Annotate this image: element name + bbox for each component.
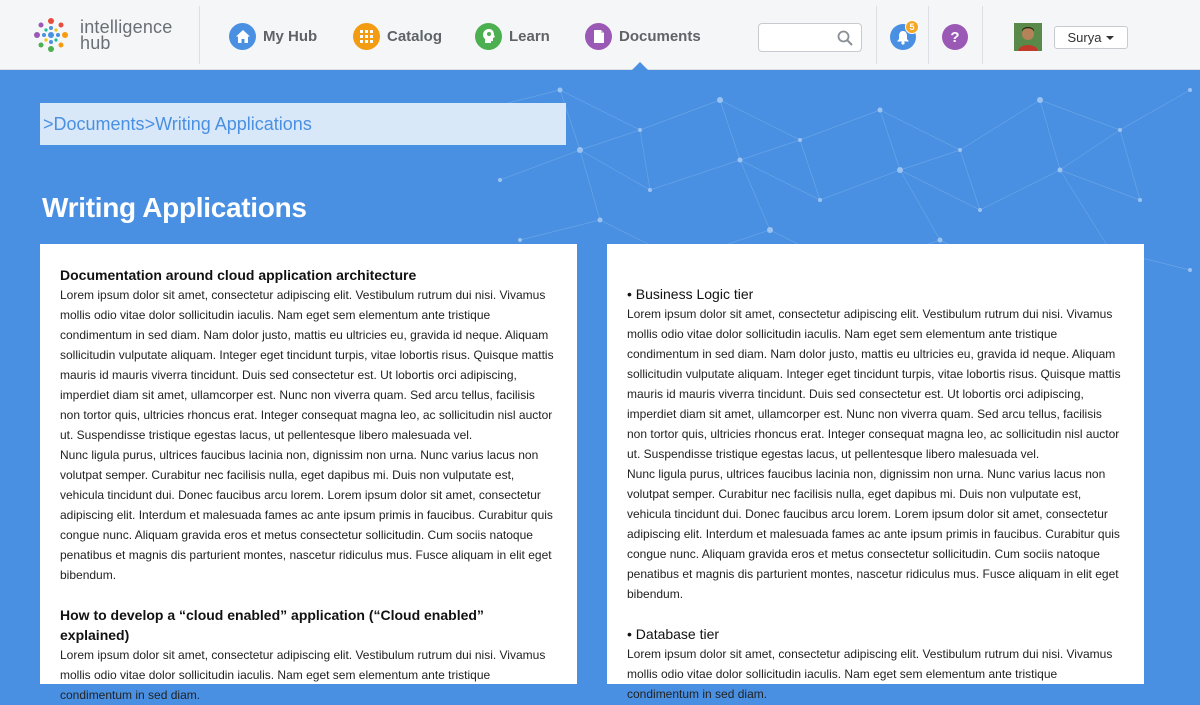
- page-title: Writing Applications: [42, 192, 307, 223]
- nav-catalog[interactable]: [353, 22, 442, 50]
- user-name: Surya: [1067, 30, 1102, 45]
- section-heading: Documentation around cloud application architecture: [60, 267, 417, 283]
- paragraph: Lorem ipsum dolor sit amet, consectetur adipiscing elit. Vestibulum rutrum dui nisi. Vivamus mollis odio vitae dolor sollicitudin iaculis. Nam eget sem elementum ante tristique condimentum in sed diam. Nam dolor justo, mattis eu ultricies eu, gravida id neque. Aliquam sollicitudin vulputate aliquam. Integer eget tincidunt turpis, vitae lobortis risus. Quisque mattis mauris id mauris viverra tincidunt. Duis sed consectetur est. Ut lobortis orci adipiscing, imperdiet diam sit amet, ullamcorper est. Nunc non viverra quam. Sed arcu tellus, facilisis non tortor quis, ultricies rhoncus erat. Integer consequat magna leo, ac sollicitudin nisl auctor ut. Suspendisse tristique egestas lacus, ut pellentesque libero malesuada vel.: [60, 288, 554, 442]
- search-icon[interactable]: [837, 30, 853, 46]
- logo-text-line2: hub: [80, 33, 111, 53]
- section-bullet-heading: • Business Logic tier: [627, 286, 754, 302]
- nav-catalog-label: Catalog: [387, 27, 443, 45]
- header-divider: [982, 6, 983, 64]
- logo-icon: [30, 14, 72, 56]
- search-input[interactable]: [765, 28, 833, 47]
- search-box[interactable]: [758, 23, 862, 52]
- nav-learn-label: Learn: [509, 27, 550, 45]
- nav-my-hub[interactable]: [229, 22, 317, 50]
- paragraph: Lorem ipsum dolor sit amet, consectetur adipiscing elit. Vestibulum rutrum dui nisi. Vivamus mollis odio vitae dolor sollicitudin iaculis. Nam eget sem elementum ante tristique condimentum in sed diam.: [60, 648, 546, 702]
- help-button[interactable]: ?: [942, 24, 968, 50]
- chevron-down-icon: [1106, 36, 1114, 40]
- logo-text-line1: intelligence: [80, 17, 173, 37]
- section-heading: How to develop a “cloud enabled” application (“Cloud enabled” explained): [60, 607, 484, 643]
- breadcrumb-separator: >: [144, 113, 156, 134]
- nav-my-hub-label: My Hub: [263, 27, 318, 45]
- top-navigation-bar: [0, 0, 1200, 70]
- header-divider: [928, 6, 929, 64]
- home-icon: [229, 23, 256, 50]
- paragraph: Lorem ipsum dolor sit amet, consectetur adipiscing elit. Vestibulum rutrum dui nisi. Vivamus mollis odio vitae dolor sollicitudin iaculis. Nam eget sem elementum ante tristique condimentum in sed diam.: [627, 647, 1113, 701]
- nav-documents-label: Documents: [619, 27, 701, 45]
- main-content: [0, 70, 1200, 702]
- user-menu-button[interactable]: [1054, 26, 1128, 49]
- active-nav-indicator: [632, 62, 648, 70]
- grid-icon: [353, 23, 380, 50]
- nav-documents[interactable]: [585, 22, 701, 50]
- section-bullet-heading: • Database tier: [627, 626, 720, 642]
- content-card-left: [40, 244, 577, 702]
- brain-icon: [475, 23, 502, 50]
- logo-text: [80, 19, 172, 51]
- app-logo[interactable]: [30, 14, 200, 56]
- header-divider: [876, 6, 877, 64]
- content-card-right: [607, 244, 1144, 701]
- document-icon: [585, 23, 612, 50]
- breadcrumb-documents-link[interactable]: Documents: [53, 113, 145, 134]
- avatar[interactable]: [1014, 23, 1042, 51]
- header-divider: [199, 6, 200, 64]
- paragraph: Lorem ipsum dolor sit amet, consectetur adipiscing elit. Vestibulum rutrum dui nisi. Vivamus mollis odio vitae dolor sollicitudin iaculis. Nam eget sem elementum ante tristique condimentum in sed diam. Nam dolor justo, mattis eu ultricies eu, gravida id neque. Aliquam sollicitudin vulputate aliquam. Integer eget tincidunt turpis, vitae lobortis risus. Quisque mattis mauris id mauris viverra tincidunt. Duis sed consectetur est. Ut lobortis orci adipiscing, imperdiet diam sit amet, ullamcorper est. Nunc non viverra quam. Sed arcu tellus, facilisis non tortor quis, ultricies rhoncus erat. Integer consequat magna leo, ac sollicitudin nisl auctor ut. Suspendisse tristique egestas lacus, ut pellentesque libero malesuada vel.: [627, 307, 1121, 461]
- breadcrumb: [40, 103, 566, 145]
- paragraph: Nunc ligula purus, ultrices faucibus lacinia non, dignissim non urna. Nunc varius lacus non volutpat semper. Curabitur nec facilisis nulla, eget dapibus mi. Duis non vulputate est, vehicula tincidunt dui. Donec faucibus arcu lorem. Lorem ipsum dolor sit amet, consectetur adipiscing elit. Interdum et malesuada fames ac ante ipsum primis in faucibus. Curabitur quis congue nunc. Aliquam gravida eros et metus consectetur sollicitudin. Cum sociis natoque penatibus et magnis dis parturient montes, nascetur ridiculus mus. Fusce aliquam in elit eget bibendum.: [60, 448, 553, 582]
- paragraph: Nunc ligula purus, ultrices faucibus lacinia non, dignissim non urna. Nunc varius lacus non volutpat semper. Curabitur nec facilisis nulla, eget dapibus mi. Duis non vulputate est, vehicula tincidunt dui. Donec faucibus arcu lorem. Lorem ipsum dolor sit amet, consectetur adipiscing elit. Interdum et malesuada fames ac ante ipsum primis in faucibus. Curabitur quis congue nunc. Aliquam gravida eros et metus consectetur sollicitudin. Cum sociis natoque penatibus et magnis dis parturient montes, nascetur ridiculus mus. Fusce aliquam in elit eget bibendum.: [627, 467, 1120, 601]
- notification-count-badge: 5: [905, 20, 919, 34]
- breadcrumb-separator: >: [43, 113, 54, 134]
- breadcrumb-current[interactable]: Writing Applications: [155, 113, 312, 134]
- nav-learn[interactable]: [475, 22, 550, 50]
